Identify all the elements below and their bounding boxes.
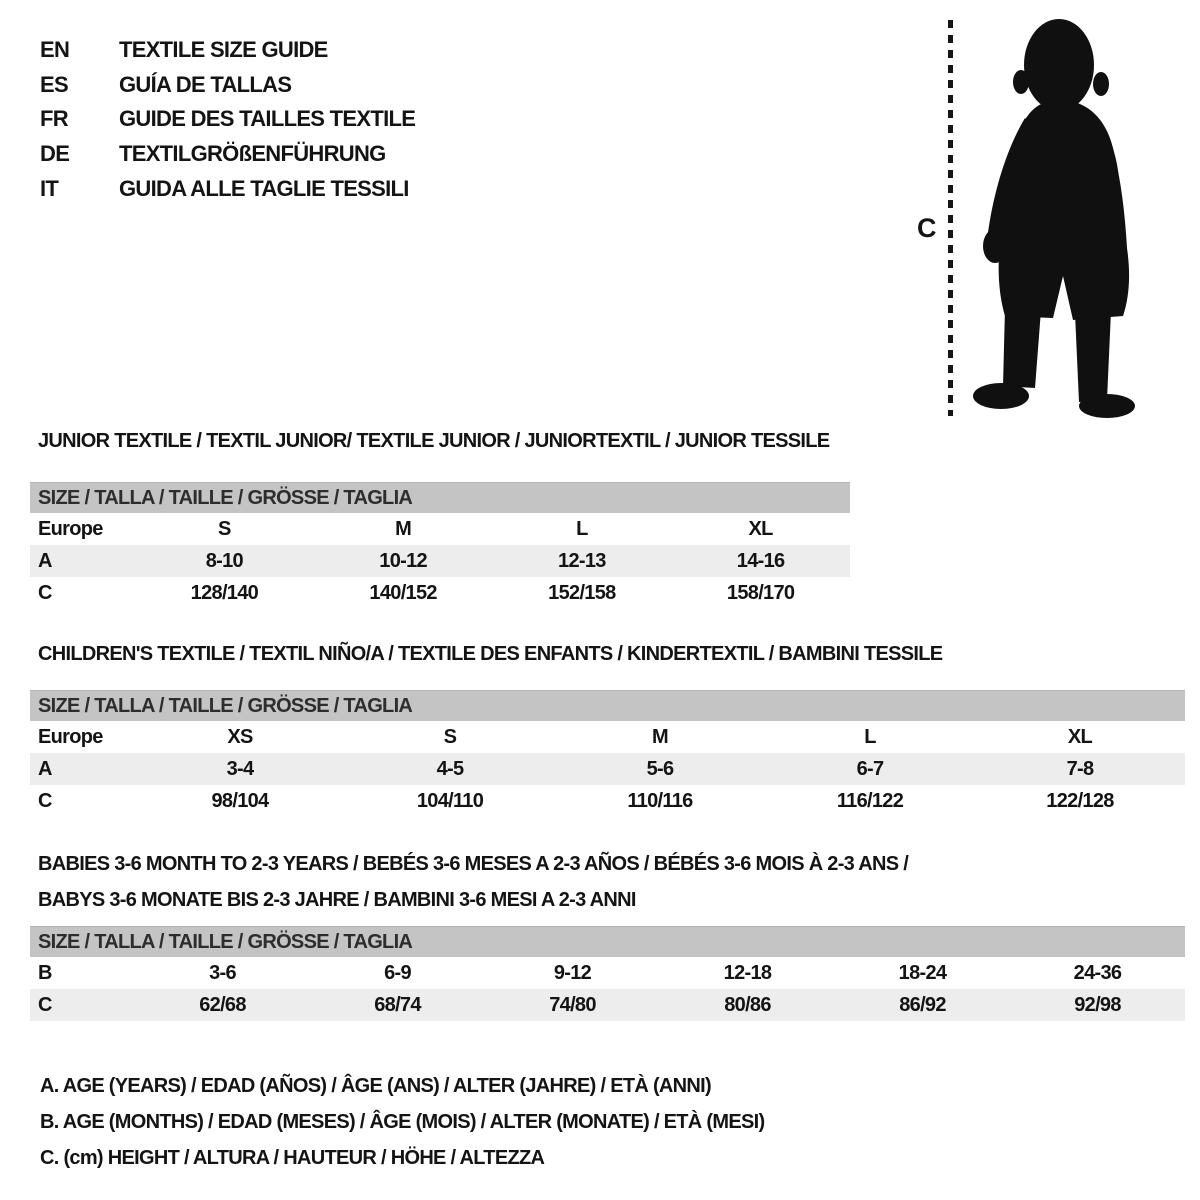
table-cell: 9-12 bbox=[553, 961, 592, 984]
row-label: Europe bbox=[38, 725, 103, 748]
table-cell: XL bbox=[748, 517, 773, 540]
table-cell: 12-13 bbox=[558, 549, 606, 572]
language-title: GUIDA ALLE TAGLIE TESSILI bbox=[119, 175, 409, 201]
size-table bbox=[30, 482, 850, 609]
table-cell: 68/74 bbox=[374, 993, 421, 1016]
row-label: A bbox=[38, 549, 52, 572]
table-cell: 6-9 bbox=[384, 961, 411, 984]
table-cell: L bbox=[864, 725, 876, 748]
size-table-header: SIZE / TALLA / TAILLE / GRÖSSE / TAGLIA bbox=[30, 690, 1185, 721]
table-cell: 158/170 bbox=[726, 581, 795, 604]
table-cell: 3-4 bbox=[226, 757, 254, 780]
table-cell: S bbox=[218, 517, 231, 540]
table-cell: 7-8 bbox=[1066, 757, 1094, 780]
table-row bbox=[30, 513, 850, 545]
table-cell: 12-18 bbox=[723, 961, 772, 984]
table-row bbox=[30, 989, 1185, 1021]
table-cell: XL bbox=[1067, 725, 1093, 748]
language-row bbox=[40, 33, 415, 68]
table-cell: XS bbox=[227, 725, 253, 748]
legend-line-height-cm: C. (cm) HEIGHT / ALTURA / HAUTEUR / HÖHE / ALTEZZA bbox=[40, 1147, 545, 1169]
table-row bbox=[30, 957, 1185, 989]
row-label: B bbox=[38, 961, 52, 984]
section-babies-textile bbox=[30, 846, 1185, 1021]
height-measure-dashed-line bbox=[948, 20, 953, 416]
section-junior-textile bbox=[30, 430, 850, 609]
language-code: FR bbox=[40, 106, 68, 132]
table-cell: 3-6 bbox=[209, 961, 236, 984]
table-cell: 80/86 bbox=[724, 993, 771, 1016]
toddler-silhouette-icon bbox=[955, 8, 1145, 418]
language-title: GUIDE DES TAILLES TEXTILE bbox=[119, 106, 416, 132]
table-cell: M bbox=[652, 725, 668, 748]
legend bbox=[40, 1068, 764, 1176]
row-label: A bbox=[38, 757, 52, 780]
table-row bbox=[30, 785, 1185, 817]
section-title-line: BABIES 3-6 MONTH TO 2-3 YEARS / BEBÉS 3-6 MESES A 2-3 AÑOS / BÉBÉS 3-6 MOIS À 2-3 ANS / bbox=[38, 853, 909, 875]
size-table bbox=[30, 926, 1185, 1021]
section-title-line: JUNIOR TEXTILE / TEXTIL JUNIOR/ TEXTILE JUNIOR / JUNIORTEXTIL / JUNIOR TESSILE bbox=[38, 430, 830, 452]
table-cell: 98/104 bbox=[211, 789, 269, 812]
table-cell: 14-16 bbox=[736, 549, 785, 572]
section-title-line: CHILDREN'S TEXTILE / TEXTIL NIÑO/A / TEXTILE DES ENFANTS / KINDERTEXTIL / BAMBINI TESSILE bbox=[38, 643, 943, 665]
height-measure-label: C bbox=[917, 213, 936, 243]
language-row bbox=[40, 68, 415, 103]
table-cell: 152/158 bbox=[548, 581, 616, 604]
row-label: C bbox=[38, 993, 52, 1016]
table-cell: 8-10 bbox=[205, 549, 243, 572]
row-label: Europe bbox=[38, 517, 103, 540]
size-table-header: SIZE / TALLA / TAILLE / GRÖSSE / TAGLIA bbox=[30, 926, 1185, 957]
size-table-rows bbox=[30, 957, 1185, 1021]
table-cell: S bbox=[443, 725, 457, 748]
size-table bbox=[30, 690, 1185, 817]
language-title: GUÍA DE TALLAS bbox=[119, 71, 292, 97]
language-code: DE bbox=[40, 141, 70, 167]
table-cell: L bbox=[576, 517, 588, 540]
size-table-header: SIZE / TALLA / TAILLE / GRÖSSE / TAGLIA bbox=[30, 482, 850, 513]
table-cell: 10-12 bbox=[379, 549, 427, 572]
table-cell: 24-36 bbox=[1073, 961, 1122, 984]
table-row bbox=[30, 577, 850, 609]
row-label: C bbox=[38, 789, 52, 812]
section-childrens-textile bbox=[30, 643, 1185, 817]
table-cell: 122/128 bbox=[1046, 789, 1114, 812]
section-title bbox=[30, 643, 1185, 665]
section-title bbox=[30, 430, 850, 452]
table-row bbox=[30, 721, 1185, 753]
section-title bbox=[30, 846, 1185, 918]
section-title-line: BABYS 3-6 MONATE BIS 2-3 JAHRE / BAMBINI 3-6 MESI A 2-3 ANNI bbox=[38, 889, 636, 911]
table-row bbox=[30, 753, 1185, 785]
language-row bbox=[40, 171, 415, 206]
table-cell: 116/122 bbox=[836, 789, 904, 812]
table-cell: 4-5 bbox=[436, 757, 464, 780]
table-cell: 74/80 bbox=[549, 993, 596, 1016]
legend-line-age-years: A. AGE (YEARS) / EDAD (AÑOS) / ÂGE (ANS) / ALTER (JAHRE) / ETÀ (ANNI) bbox=[40, 1075, 711, 1097]
table-cell: 5-6 bbox=[646, 757, 674, 780]
legend-line-age-months: B. AGE (MONTHS) / EDAD (MESES) / ÂGE (MOIS) / ALTER (MONATE) / ETÀ (MESI) bbox=[40, 1111, 765, 1133]
language-code: EN bbox=[40, 37, 70, 63]
language-title: TEXTILE SIZE GUIDE bbox=[119, 37, 328, 63]
table-cell: 92/98 bbox=[1074, 993, 1121, 1016]
table-cell: M bbox=[395, 517, 412, 540]
language-title: TEXTILGRÖßENFÜHRUNG bbox=[119, 141, 386, 167]
table-cell: 104/110 bbox=[416, 789, 484, 812]
table-cell: 62/68 bbox=[199, 993, 246, 1016]
language-list bbox=[40, 33, 415, 206]
size-table-rows bbox=[30, 721, 1185, 817]
row-label: C bbox=[38, 581, 52, 604]
table-cell: 110/116 bbox=[627, 789, 693, 812]
table-cell: 140/152 bbox=[369, 581, 437, 604]
language-row bbox=[40, 102, 415, 137]
table-cell: 18-24 bbox=[898, 961, 947, 984]
table-row bbox=[30, 545, 850, 577]
language-code: IT bbox=[40, 175, 59, 201]
table-cell: 6-7 bbox=[856, 757, 884, 780]
language-code: ES bbox=[40, 71, 68, 97]
table-cell: 86/92 bbox=[899, 993, 946, 1016]
table-cell: 128/140 bbox=[190, 581, 259, 604]
size-table-rows bbox=[30, 513, 850, 609]
language-row bbox=[40, 137, 415, 172]
